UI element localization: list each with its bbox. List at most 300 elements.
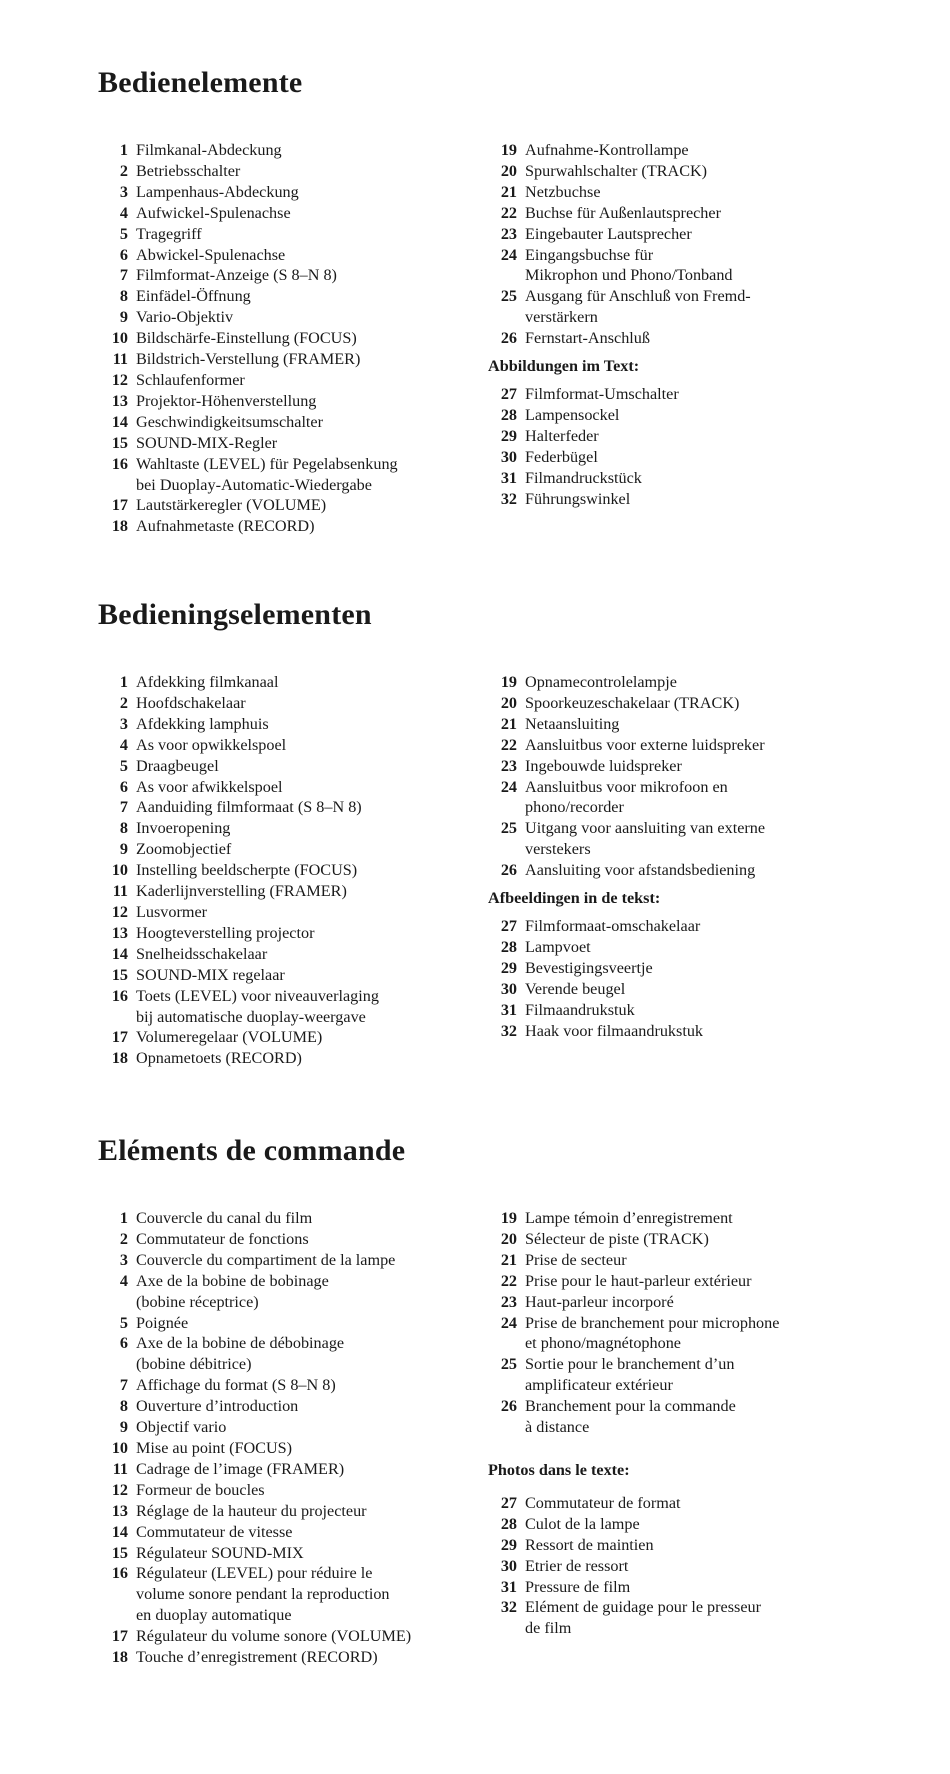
item-label-line: Régulateur SOUND-MIX	[136, 1543, 304, 1562]
item-label	[525, 1354, 857, 1396]
figures-subheading: Abbildungen im Text:	[488, 357, 640, 376]
item-label	[525, 245, 857, 287]
item-label-line: Opnametoets (RECORD)	[136, 1049, 302, 1068]
list-item	[487, 735, 857, 756]
item-label	[136, 349, 478, 370]
list-item	[487, 714, 857, 735]
item-label-line: Filmformat-Umschalter	[525, 384, 679, 403]
list-item	[487, 1493, 857, 1514]
item-label-line: Ressort de maintien	[525, 1535, 654, 1554]
item-label-line: bij automatische duoplay-weergave	[136, 1007, 366, 1026]
item-number: 8	[119, 819, 128, 838]
item-number: 2	[119, 161, 128, 180]
list-item	[487, 1514, 857, 1535]
item-label-line: Uitgang voor aansluiting van externe	[525, 819, 766, 838]
list-item	[98, 777, 478, 798]
item-number: 32	[500, 1021, 517, 1040]
item-label	[525, 328, 857, 349]
list-item	[487, 1535, 857, 1556]
list-item	[98, 797, 478, 818]
item-label-line: Filmkanal-Abdeckung	[136, 141, 282, 159]
item-number: 26	[500, 861, 517, 880]
item-label-line: Afdekking filmkanaal	[136, 673, 279, 691]
item-number: 3	[119, 1250, 128, 1269]
item-label	[525, 937, 857, 958]
item-number: 32	[500, 489, 517, 508]
item-number: 16	[111, 1564, 128, 1583]
item-number: 15	[111, 433, 128, 452]
item-label-line: Ingebouwde luidspreker	[525, 756, 682, 775]
item-label	[525, 203, 857, 224]
list-item	[487, 447, 857, 468]
item-label	[136, 1626, 478, 1647]
item-label	[525, 1556, 857, 1577]
item-number: 15	[111, 965, 128, 984]
item-number: 31	[500, 1577, 517, 1596]
item-label	[136, 1563, 478, 1626]
item-label-line: Bevestigingsveertje	[525, 958, 653, 977]
item-number: 22	[500, 203, 517, 222]
list-item	[487, 1271, 857, 1292]
item-label-line: Instelling beeldscherpte (FOCUS)	[136, 861, 358, 880]
item-label-line: Lampensockel	[525, 405, 620, 424]
item-label	[525, 182, 857, 203]
item-label	[525, 1396, 857, 1438]
item-number: 20	[500, 1229, 517, 1248]
list-item	[487, 468, 857, 489]
item-label-line: Halterfeder	[525, 426, 599, 445]
item-label-line: Zoomobjectief	[136, 840, 232, 859]
item-number: 7	[119, 798, 128, 817]
item-number: 24	[500, 777, 517, 796]
item-number: 25	[500, 1355, 517, 1374]
item-label	[525, 1535, 857, 1556]
item-number: 6	[119, 777, 128, 796]
item-number: 13	[111, 923, 128, 942]
item-label	[525, 777, 857, 819]
item-number: 20	[500, 161, 517, 180]
list-item	[98, 1375, 478, 1396]
item-label	[136, 1027, 478, 1048]
item-label	[136, 412, 478, 433]
item-number: 11	[112, 882, 128, 901]
item-label-line: As voor afwikkelspoel	[136, 777, 283, 796]
list-item	[98, 412, 478, 433]
item-number: 17	[111, 1627, 128, 1646]
item-label-line: Commutateur de vitesse	[136, 1522, 293, 1541]
item-label	[136, 1250, 478, 1271]
item-number: 27	[500, 384, 517, 403]
item-label	[525, 979, 857, 1000]
item-label-line: Spurwahlschalter (TRACK)	[525, 161, 708, 180]
item-number: 1	[119, 1209, 128, 1227]
item-label	[525, 714, 857, 735]
item-label-line: Régulateur du volume sonore (VOLUME)	[136, 1627, 412, 1646]
list-item	[98, 224, 478, 245]
item-label-line: Lampvoet	[525, 937, 591, 956]
item-label	[136, 1459, 478, 1480]
list-item	[98, 1522, 478, 1543]
item-label-line: Buchse für Außenlautsprecher	[525, 203, 721, 222]
item-label-line: Afdekking lamphuis	[136, 714, 269, 733]
item-label	[525, 1271, 857, 1292]
item-label-line: Aanduiding filmformaat (S 8–N 8)	[136, 798, 362, 817]
list-item	[487, 818, 857, 860]
item-number: 12	[111, 902, 128, 921]
item-label	[136, 818, 478, 839]
item-label-line: Axe de la bobine de bobinage	[136, 1271, 329, 1290]
item-label-line: Mikrophon und Phono/Tonband	[525, 266, 733, 285]
list-item	[487, 1250, 857, 1271]
item-number: 7	[119, 1376, 128, 1395]
item-number: 22	[500, 1271, 517, 1290]
parts-list	[487, 140, 857, 349]
item-label	[136, 1208, 478, 1229]
item-label	[136, 839, 478, 860]
item-number: 31	[500, 468, 517, 487]
section-title: Bedienelemente	[98, 66, 303, 99]
list-item	[98, 839, 478, 860]
list-item	[98, 1501, 478, 1522]
item-label	[525, 405, 857, 426]
item-label-line: Opnamecontrolelampje	[525, 673, 677, 691]
item-number: 29	[500, 1535, 517, 1554]
item-number: 18	[111, 517, 128, 536]
list-item	[98, 454, 478, 496]
item-label	[136, 286, 478, 307]
list-item	[487, 405, 857, 426]
item-label-line: Bildstrich-Verstellung (FRAMER)	[136, 350, 361, 369]
item-number: 2	[119, 1229, 128, 1248]
figures-list	[487, 384, 857, 509]
item-number: 19	[500, 141, 517, 159]
item-label	[525, 1250, 857, 1271]
list-item	[487, 286, 857, 328]
list-item	[98, 265, 478, 286]
item-label	[525, 672, 857, 693]
item-label-line: Ouverture d’introduction	[136, 1397, 299, 1416]
item-label	[136, 714, 478, 735]
item-number: 28	[500, 937, 517, 956]
item-label-line: Formeur de boucles	[136, 1480, 265, 1499]
list-item	[487, 777, 857, 819]
item-label	[136, 860, 478, 881]
list-item	[487, 182, 857, 203]
list-item	[487, 161, 857, 182]
item-label-line: SOUND-MIX-Regler	[136, 433, 278, 452]
item-label	[525, 1208, 857, 1229]
list-item	[98, 1563, 478, 1626]
item-number: 29	[500, 426, 517, 445]
list-item	[487, 693, 857, 714]
item-label	[525, 1577, 857, 1598]
item-label-line: Mise au point (FOCUS)	[136, 1438, 293, 1457]
item-number: 17	[111, 1028, 128, 1047]
item-label	[136, 140, 478, 161]
list-item	[98, 203, 478, 224]
item-label-line: Lampe témoin d’enregistrement	[525, 1209, 733, 1227]
item-label-line: Objectif vario	[136, 1418, 227, 1437]
item-number: 5	[119, 1313, 128, 1332]
item-label-line: Pressure de film	[525, 1577, 631, 1596]
item-label-line: Filmformaat-omschakelaar	[525, 916, 701, 935]
item-number: 22	[500, 735, 517, 754]
list-item	[487, 203, 857, 224]
item-label	[136, 1543, 478, 1564]
parts-list	[487, 1208, 857, 1438]
item-number: 28	[500, 1514, 517, 1533]
item-number: 4	[119, 735, 128, 754]
item-number: 19	[500, 673, 517, 691]
item-label	[136, 307, 478, 328]
list-item	[98, 182, 478, 203]
list-item	[98, 1417, 478, 1438]
item-number: 27	[500, 1493, 517, 1512]
parts-list-right	[487, 672, 857, 1041]
item-number: 24	[500, 1313, 517, 1332]
list-item	[98, 881, 478, 902]
item-number: 23	[500, 1292, 517, 1311]
item-label	[136, 1271, 478, 1313]
item-label-line: Wahltaste (LEVEL) für Pegelabsenkung	[136, 454, 398, 473]
item-label	[525, 489, 857, 510]
item-label-line: Ausgang für Anschluß von Fremd-	[525, 287, 751, 306]
item-label	[136, 986, 478, 1028]
item-label-line: Volumeregelaar (VOLUME)	[136, 1028, 323, 1047]
list-item	[98, 944, 478, 965]
figures-list	[487, 1493, 857, 1639]
item-label	[136, 495, 478, 516]
item-number: 11	[112, 350, 128, 369]
list-item	[98, 735, 478, 756]
list-item	[98, 1027, 478, 1048]
item-number: 1	[119, 141, 128, 159]
item-label-line: Netaansluiting	[525, 714, 620, 733]
item-label-line: Abwickel-Spulenachse	[136, 245, 286, 264]
item-label	[136, 1417, 478, 1438]
item-label	[136, 224, 478, 245]
list-item	[98, 1626, 478, 1647]
list-item	[487, 937, 857, 958]
item-label	[136, 245, 478, 266]
item-label	[525, 860, 857, 881]
item-label	[136, 1313, 478, 1334]
item-label-line: Filmandruckstück	[525, 468, 642, 487]
item-label	[136, 265, 478, 286]
item-label-line: Culot de la lampe	[525, 1514, 640, 1533]
item-label	[136, 516, 478, 537]
item-number: 11	[112, 1459, 128, 1478]
parts-list-left	[98, 1208, 478, 1668]
item-number: 26	[500, 329, 517, 348]
item-number: 6	[119, 1334, 128, 1353]
item-label	[136, 1438, 478, 1459]
item-label-line: (bobine réceptrice)	[136, 1292, 259, 1311]
item-label-line: Affichage du format (S 8–N 8)	[136, 1376, 336, 1395]
item-number: 5	[119, 756, 128, 775]
item-number: 3	[119, 714, 128, 733]
list-item	[487, 672, 857, 693]
list-item	[487, 916, 857, 937]
item-label-line: Federbügel	[525, 447, 598, 466]
item-label	[136, 881, 478, 902]
list-item	[98, 140, 478, 161]
item-number: 23	[500, 224, 517, 243]
list-item	[487, 1000, 857, 1021]
item-label	[136, 454, 478, 496]
list-item	[487, 756, 857, 777]
item-label	[525, 447, 857, 468]
item-label-line: Filmformat-Anzeige (S 8–N 8)	[136, 266, 337, 285]
list-item	[98, 986, 478, 1028]
item-label-line: Invoeropening	[136, 819, 231, 838]
item-label	[136, 370, 478, 391]
item-label	[136, 797, 478, 818]
item-label	[525, 756, 857, 777]
list-item	[98, 349, 478, 370]
item-label	[525, 224, 857, 245]
list-item	[98, 1048, 478, 1069]
item-label-line: Aufnahme-Kontrollampe	[525, 141, 689, 159]
item-number: 13	[111, 391, 128, 410]
list-item	[487, 958, 857, 979]
item-label-line: Aansluitbus voor externe luidspreker	[525, 735, 765, 754]
item-number: 14	[111, 1522, 128, 1541]
item-label	[525, 161, 857, 182]
item-number: 4	[119, 1271, 128, 1290]
list-item	[487, 1577, 857, 1598]
item-label-line: de film	[525, 1619, 572, 1638]
item-label-line: Cadrage de l’image (FRAMER)	[136, 1459, 345, 1478]
item-number: 16	[111, 986, 128, 1005]
list-item	[98, 902, 478, 923]
parts-list-right	[487, 1208, 857, 1639]
figures-subheading: Afbeeldingen in de tekst:	[488, 889, 661, 908]
item-label-line: Prise pour le haut-parleur extérieur	[525, 1271, 752, 1290]
item-number: 10	[111, 1438, 128, 1457]
item-label	[136, 693, 478, 714]
item-number: 31	[500, 1000, 517, 1019]
item-number: 10	[111, 329, 128, 348]
item-label	[525, 1313, 857, 1355]
list-item	[487, 979, 857, 1000]
list-item	[98, 860, 478, 881]
item-label	[525, 916, 857, 937]
item-label-line: Couvercle du canal du film	[136, 1209, 313, 1227]
item-label-line: Vario-Objektiv	[136, 308, 234, 327]
list-item	[98, 1333, 478, 1375]
item-label	[525, 1493, 857, 1514]
item-label-line: Touche d’enregistrement (RECORD)	[136, 1648, 378, 1667]
list-item	[98, 693, 478, 714]
item-label-line: Commutateur de fonctions	[136, 1229, 309, 1248]
item-number: 28	[500, 405, 517, 424]
item-number: 30	[500, 447, 517, 466]
item-label-line: Geschwindigkeitsumschalter	[136, 412, 324, 431]
item-label	[525, 1514, 857, 1535]
list-item	[98, 1229, 478, 1250]
list-item	[98, 1647, 478, 1668]
item-label-line: Lautstärkeregler (VOLUME)	[136, 496, 327, 515]
list-item	[487, 1229, 857, 1250]
item-label-line: Tragegriff	[136, 224, 202, 243]
item-number: 17	[111, 496, 128, 515]
item-label-line: Snelheidsschakelaar	[136, 944, 268, 963]
list-item	[98, 245, 478, 266]
list-item	[98, 328, 478, 349]
item-label	[525, 818, 857, 860]
item-label-line: Projektor-Höhenverstellung	[136, 391, 317, 410]
item-label-line: bei Duoplay-Automatic-Wiedergabe	[136, 475, 372, 494]
list-item	[487, 1292, 857, 1313]
item-label	[136, 203, 478, 224]
item-number: 30	[500, 979, 517, 998]
item-label	[136, 1501, 478, 1522]
parts-list-left	[98, 672, 478, 1069]
item-label	[136, 902, 478, 923]
item-label-line: Branchement pour la commande	[525, 1397, 736, 1416]
item-label-line: Commutateur de format	[525, 1493, 681, 1512]
list-item	[98, 1313, 478, 1334]
item-label	[525, 1292, 857, 1313]
parts-list-left	[98, 140, 478, 537]
list-item	[98, 286, 478, 307]
item-number: 14	[111, 944, 128, 963]
item-number: 16	[111, 454, 128, 473]
item-number: 23	[500, 756, 517, 775]
item-label-line: Réglage de la hauteur du projecteur	[136, 1501, 367, 1520]
item-number: 29	[500, 958, 517, 977]
item-label	[136, 923, 478, 944]
item-label	[525, 286, 857, 328]
section-title: Eléments de commande	[98, 1134, 406, 1167]
item-number: 18	[111, 1648, 128, 1667]
list-item	[487, 384, 857, 405]
item-number: 32	[500, 1598, 517, 1617]
item-number: 12	[111, 1480, 128, 1499]
item-label	[136, 1048, 478, 1069]
item-number: 9	[119, 840, 128, 859]
item-label-line: et phono/magnétophone	[525, 1334, 681, 1353]
item-number: 15	[111, 1543, 128, 1562]
item-label-line: verstekers	[525, 840, 591, 859]
item-label-line: Führungswinkel	[525, 489, 631, 508]
item-number: 19	[500, 1209, 517, 1227]
item-label	[136, 965, 478, 986]
item-label-line: Eingebauter Lautsprecher	[525, 224, 692, 243]
list-item	[98, 1208, 478, 1229]
item-number: 7	[119, 266, 128, 285]
list-item	[98, 1543, 478, 1564]
list-item	[98, 1438, 478, 1459]
item-label-line: Lampenhaus-Abdeckung	[136, 182, 299, 201]
item-label-line: Sortie pour le branchement d’un	[525, 1355, 735, 1374]
item-number: 4	[119, 203, 128, 222]
item-number: 1	[119, 673, 128, 691]
list-item	[487, 224, 857, 245]
item-label	[525, 468, 857, 489]
item-label	[525, 426, 857, 447]
item-label-line: Fernstart-Anschluß	[525, 329, 650, 348]
item-label-line: Prise de secteur	[525, 1250, 627, 1269]
item-label-line: volume sonore pendant la reproduction	[136, 1585, 390, 1604]
item-label-line: SOUND-MIX regelaar	[136, 965, 285, 984]
item-label-line: Etrier de ressort	[525, 1556, 629, 1575]
list-item	[487, 1021, 857, 1042]
item-label-line: Aansluiting voor afstandsbediening	[525, 861, 756, 880]
item-label-line: As voor opwikkelspoel	[136, 735, 287, 754]
item-label-line: Prise de branchement pour microphone	[525, 1313, 780, 1332]
